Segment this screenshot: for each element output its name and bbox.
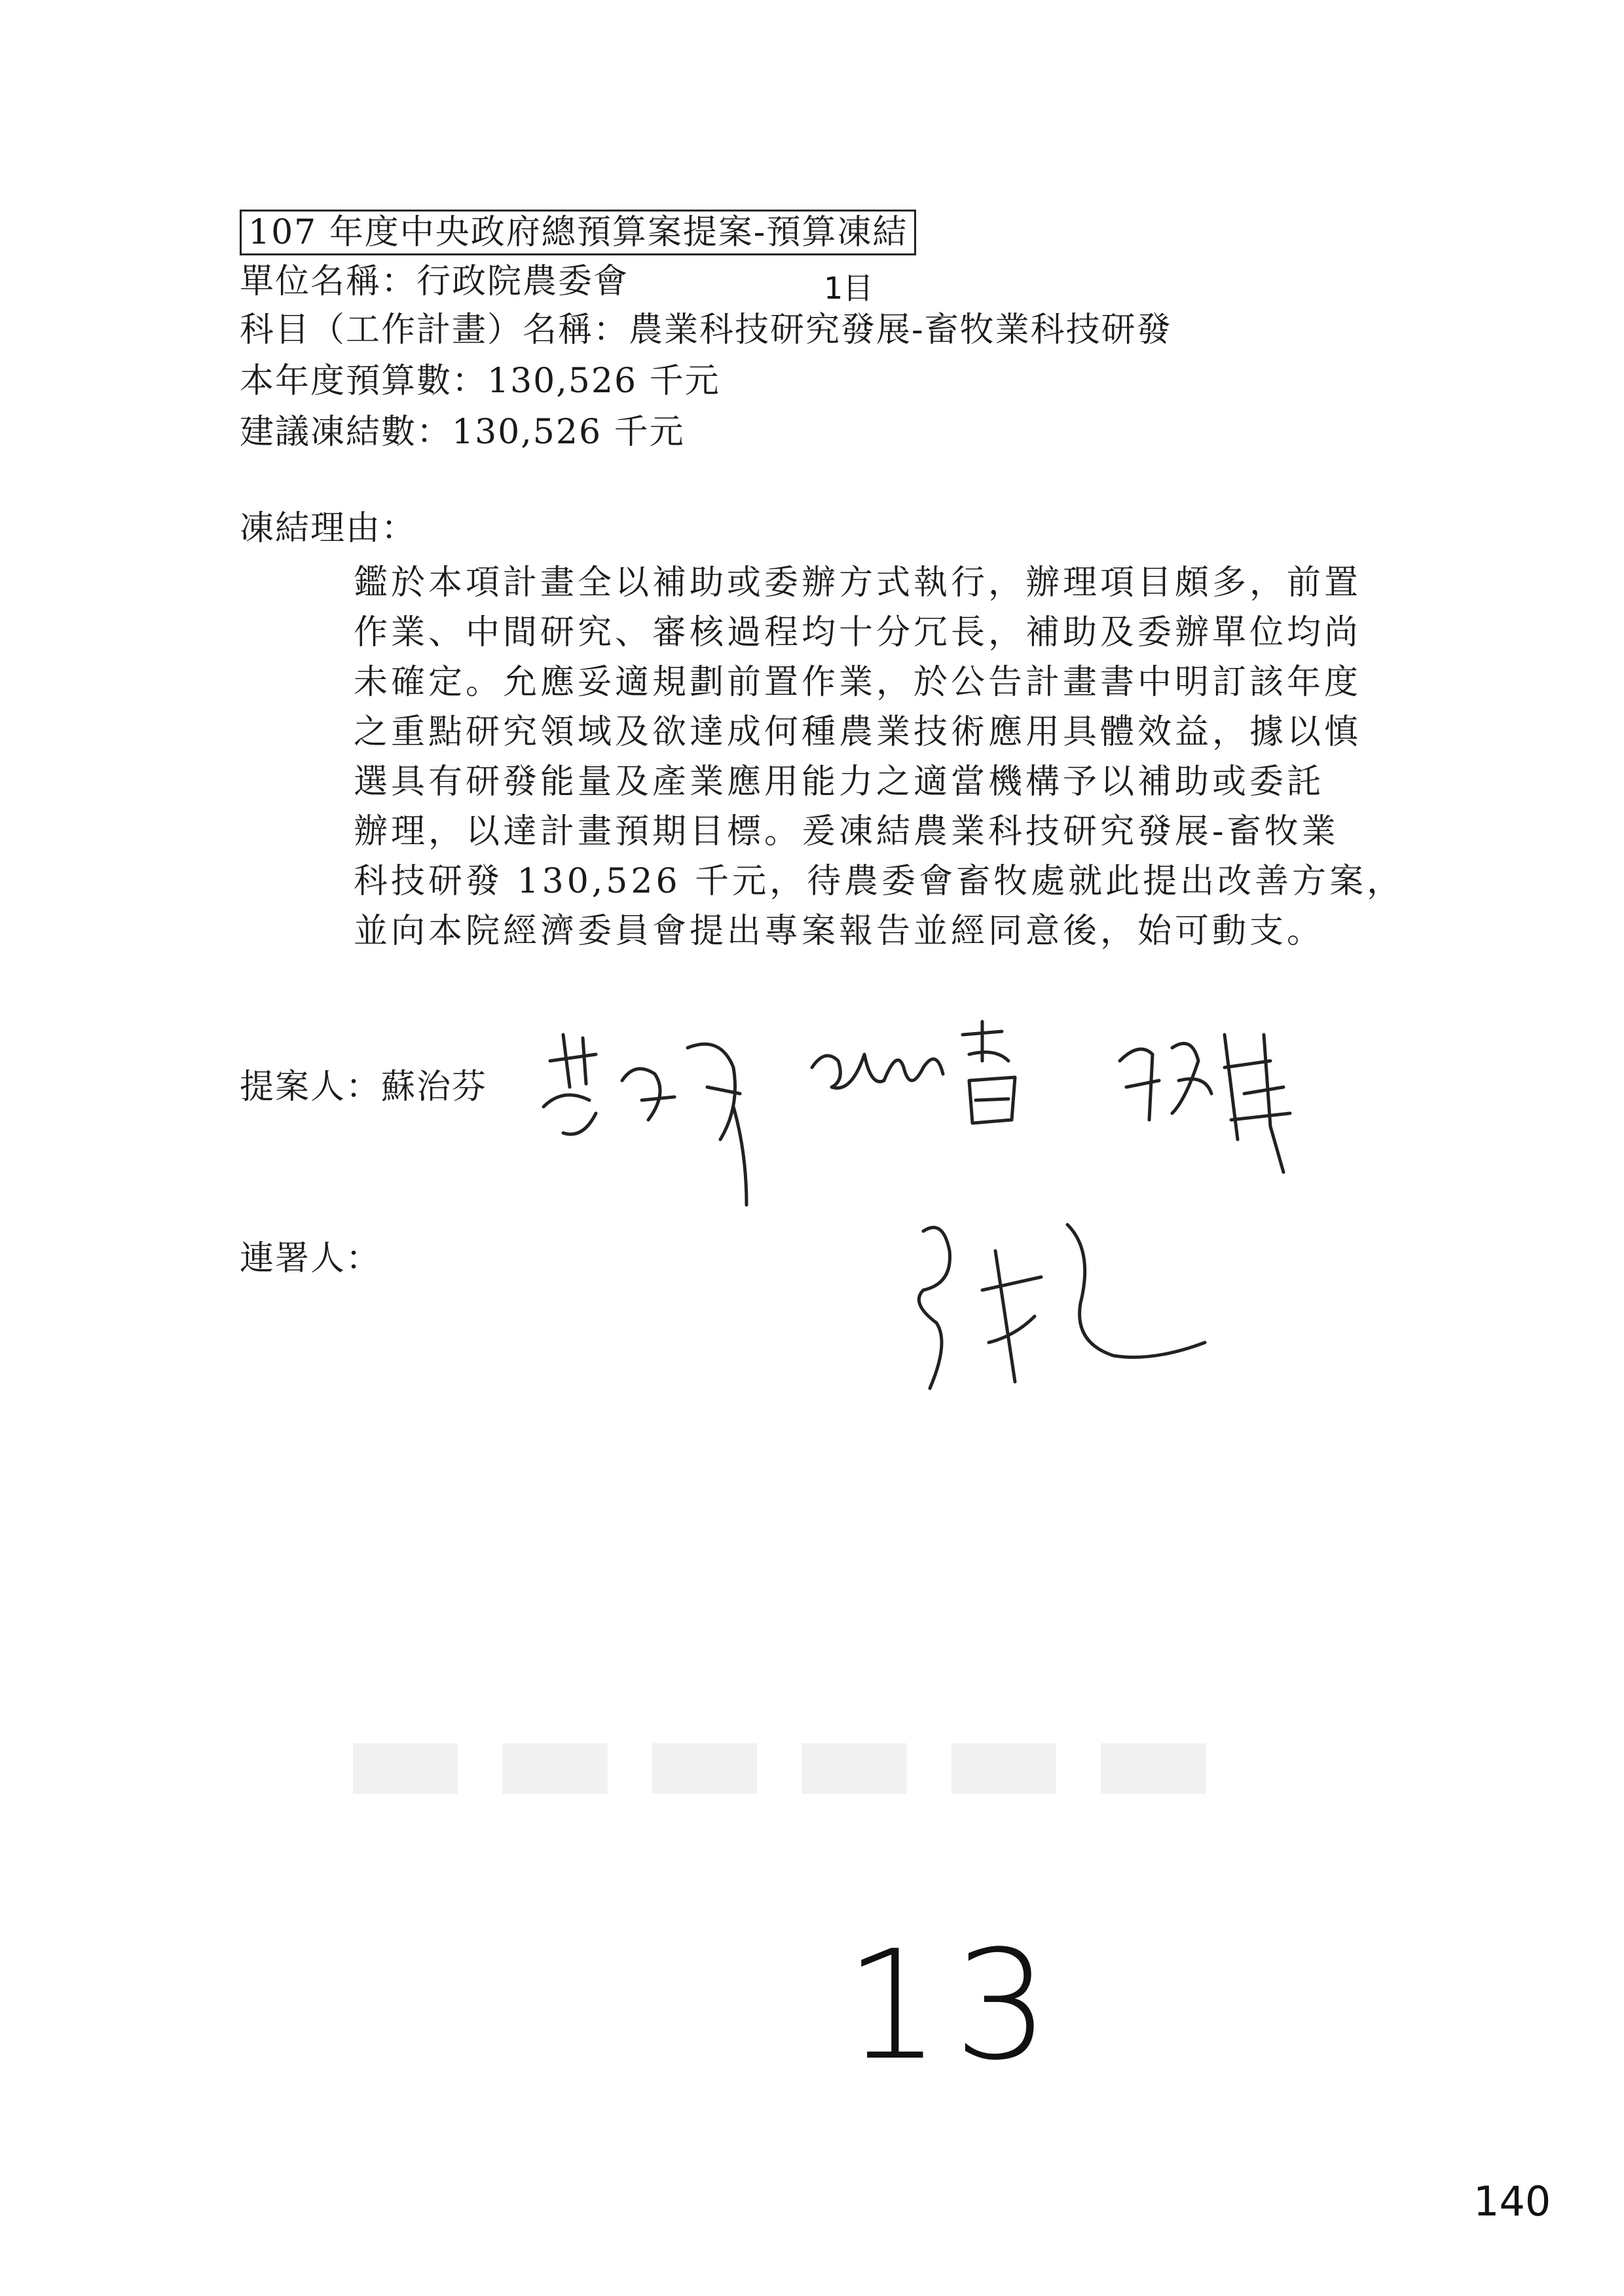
page-number: 140	[1473, 2177, 1551, 2225]
budget-amount: 本年度預算數：130,526 千元	[240, 361, 720, 401]
reason-line: 科技研發 130,526 千元，待農委會畜牧處就此提出改善方案，	[354, 862, 1405, 901]
cosigner-label: 連署人：	[240, 1239, 382, 1278]
reason-line: 之重點研究領域及欲達成何種農業技術應用具體效益，據以慎	[354, 713, 1362, 752]
bleed-through-mark: ▬▬▬▬▬▬	[341, 1676, 1238, 1837]
proposal-title: 107 年度中央政府總預算案提案-預算凍結	[240, 210, 916, 255]
unit-annotation: 1目	[824, 270, 874, 306]
cosigner-signature-1	[805, 1009, 1061, 1139]
reason-line: 未確定。允應妥適規劃前置作業，於公告計畫書中明訂該年度	[354, 663, 1362, 702]
reason-line: 並向本院經濟委員會提出專案報告並經同意後，始可動支。	[354, 912, 1325, 951]
reason-paragraph	[354, 558, 1405, 956]
handwritten-number: 13	[845, 1919, 1063, 2094]
freeze-amount: 建議凍結數：130,526 千元	[240, 413, 685, 452]
proposer-label: 提案人：蘇治芬	[240, 1067, 488, 1107]
subject-name: 科目（工作計畫）名稱：農業科技研究發展-畜牧業科技研發	[240, 310, 1172, 350]
proposer-signature	[524, 1009, 786, 1218]
reason-line: 選具有研發能量及產業應用能力之適當機構予以補助或委託	[354, 762, 1325, 802]
cosigner-signature-2	[1113, 1009, 1329, 1179]
reason-heading: 凍結理由：	[240, 509, 417, 548]
reason-line: 作業、中間研究、審核過程均十分冗長，補助及委辦單位均尚	[354, 613, 1362, 652]
unit-name: 單位名稱：行政院農委會	[240, 262, 629, 301]
reason-line: 鑑於本項計畫全以補助或委辦方式執行，辦理項目頗多，前置	[354, 563, 1362, 602]
reason-line: 辦理，以達計畫預期目標。爰凍結農業科技研究發展-畜牧業	[354, 812, 1339, 851]
proposal-title-line	[240, 210, 916, 255]
cosigner-signature-3	[897, 1212, 1211, 1401]
